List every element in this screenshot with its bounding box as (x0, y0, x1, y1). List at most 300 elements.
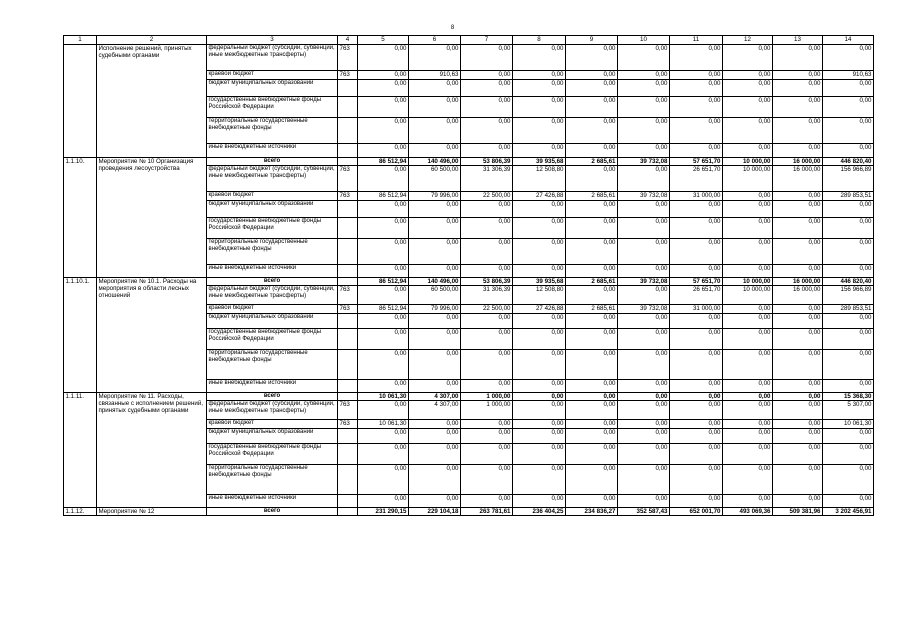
amount-cell: 0,00 (618, 314, 670, 329)
amount-cell: 16 000,00 (773, 278, 823, 286)
amount-cell: 0,00 (823, 218, 874, 239)
amount-cell: 0,00 (618, 380, 670, 393)
amount-cell: 0,00 (358, 265, 409, 278)
amount-cell: 4 307,00 (409, 401, 461, 420)
amount-cell: 0,00 (461, 97, 513, 118)
amount-cell: 0,00 (461, 350, 513, 380)
amount-cell: 22 500,00 (461, 305, 513, 314)
amount-cell: 0,00 (670, 118, 723, 144)
amount-cell: 0,00 (358, 401, 409, 420)
amount-cell: 0,00 (773, 265, 823, 278)
amount-cell: 0,00 (618, 444, 670, 465)
amount-cell: 0,00 (823, 429, 874, 444)
amount-cell: 0,00 (358, 80, 409, 97)
amount-cell: 0,00 (723, 192, 773, 201)
amount-cell: 0,00 (618, 393, 670, 401)
amount-cell: 509 381,96 (773, 508, 823, 516)
budget-code: 763 (338, 305, 358, 314)
amount-cell: 0,00 (723, 305, 773, 314)
amount-cell: 0,00 (409, 45, 461, 71)
amount-cell: 0,00 (461, 80, 513, 97)
amount-cell: 0,00 (461, 144, 513, 158)
budget-code (338, 495, 358, 508)
amount-cell: 229 104,18 (409, 508, 461, 516)
amount-cell: 140 496,00 (409, 278, 461, 286)
funding-source: всего (207, 508, 338, 516)
amount-cell: 0,00 (670, 420, 723, 429)
funding-source: территориальные государственные внебюджетные фонды (207, 239, 338, 265)
funding-source: всего (207, 158, 338, 166)
amount-cell: 0,00 (566, 444, 618, 465)
amount-cell: 0,00 (773, 401, 823, 420)
amount-cell: 60 500,00 (409, 286, 461, 305)
page-number: 8 (450, 25, 455, 31)
amount-cell: 0,00 (723, 239, 773, 265)
funding-source: краевой бюджет (207, 192, 338, 201)
amount-cell: 0,00 (670, 265, 723, 278)
amount-cell: 0,00 (461, 380, 513, 393)
amount-cell: 910,63 (409, 71, 461, 80)
amount-cell: 3 202 456,91 (823, 508, 874, 516)
amount-cell: 86 512,94 (358, 158, 409, 166)
amount-cell: 0,00 (773, 71, 823, 80)
amount-cell: 0,00 (358, 465, 409, 495)
amount-cell: 5 307,00 (823, 401, 874, 420)
amount-cell: 15 368,30 (823, 393, 874, 401)
amount-cell: 0,00 (513, 444, 566, 465)
column-header: 12 (723, 36, 773, 45)
amount-cell: 0,00 (566, 239, 618, 265)
column-header: 2 (97, 36, 207, 45)
amount-cell: 446 820,40 (823, 278, 874, 286)
amount-cell: 12 508,80 (513, 166, 566, 192)
amount-cell: 10 061,30 (823, 420, 874, 429)
funding-source: территориальные государственные внебюджетные фонды (207, 350, 338, 380)
budget-code (338, 80, 358, 97)
amount-cell: 26 651,70 (670, 166, 723, 192)
amount-cell: 0,00 (566, 429, 618, 444)
amount-cell: 0,00 (670, 429, 723, 444)
amount-cell: 0,00 (773, 45, 823, 71)
amount-cell: 0,00 (566, 420, 618, 429)
funding-source: территориальные государственные внебюджетные фонды (207, 465, 338, 495)
amount-cell: 0,00 (566, 314, 618, 329)
amount-cell: 0,00 (566, 265, 618, 278)
amount-cell: 0,00 (618, 45, 670, 71)
amount-cell: 0,00 (409, 144, 461, 158)
amount-cell: 0,00 (513, 329, 566, 350)
amount-cell: 0,00 (618, 286, 670, 305)
item-description: Мероприятие № 12 (97, 508, 207, 516)
amount-cell: 0,00 (723, 444, 773, 465)
amount-cell: 57 651,70 (670, 158, 723, 166)
amount-cell: 0,00 (358, 495, 409, 508)
amount-cell: 0,00 (670, 97, 723, 118)
amount-cell: 31 306,39 (461, 166, 513, 192)
column-header: 13 (773, 36, 823, 45)
amount-cell: 10 000,00 (723, 286, 773, 305)
budget-code (338, 314, 358, 329)
amount-cell: 10 000,00 (723, 166, 773, 192)
budget-code: 763 (338, 71, 358, 80)
amount-cell: 0,00 (618, 265, 670, 278)
amount-cell: 0,00 (358, 444, 409, 465)
amount-cell: 0,00 (409, 201, 461, 218)
column-header: 1 (64, 36, 97, 45)
amount-cell: 493 069,36 (723, 508, 773, 516)
column-header: 3 (207, 36, 338, 45)
amount-cell: 0,00 (358, 118, 409, 144)
amount-cell: 0,00 (823, 350, 874, 380)
amount-cell: 0,00 (461, 45, 513, 71)
amount-cell: 0,00 (670, 144, 723, 158)
amount-cell: 0,00 (823, 265, 874, 278)
amount-cell: 0,00 (723, 45, 773, 71)
budget-code (338, 278, 358, 286)
funding-source: государственные внебюджетные фонды Российской Федерации (207, 444, 338, 465)
amount-cell: 2 685,61 (566, 278, 618, 286)
amount-cell: 0,00 (513, 314, 566, 329)
amount-cell: 0,00 (773, 239, 823, 265)
amount-cell: 0,00 (670, 401, 723, 420)
amount-cell: 0,00 (670, 80, 723, 97)
amount-cell: 0,00 (513, 118, 566, 144)
amount-cell: 10 061,30 (358, 393, 409, 401)
amount-cell: 0,00 (409, 329, 461, 350)
amount-cell: 0,00 (723, 380, 773, 393)
amount-cell: 0,00 (723, 350, 773, 380)
funding-source: государственные внебюджетные фонды Российской Федерации (207, 218, 338, 239)
amount-cell: 0,00 (670, 465, 723, 495)
amount-cell: 0,00 (566, 144, 618, 158)
budget-code (338, 118, 358, 144)
amount-cell: 0,00 (566, 45, 618, 71)
amount-cell: 0,00 (670, 350, 723, 380)
amount-cell: 60 500,00 (409, 166, 461, 192)
budget-code: 763 (338, 286, 358, 305)
amount-cell: 0,00 (723, 118, 773, 144)
item-number: 1.1.10.1. (64, 278, 97, 393)
budget-code: 763 (338, 45, 358, 71)
funding-source: бюджет муниципальных образований (207, 429, 338, 444)
amount-cell: 0,00 (723, 420, 773, 429)
amount-cell: 0,00 (358, 380, 409, 393)
amount-cell: 0,00 (670, 329, 723, 350)
budget-code: 763 (338, 166, 358, 192)
amount-cell: 0,00 (618, 97, 670, 118)
column-header: 8 (513, 36, 566, 45)
budget-code: 763 (338, 401, 358, 420)
column-header: 5 (358, 36, 409, 45)
funding-source: иные внебюджетные источники (207, 265, 338, 278)
table-row-total (64, 393, 874, 401)
amount-cell: 0,00 (409, 265, 461, 278)
amount-cell: 0,00 (358, 201, 409, 218)
amount-cell: 0,00 (618, 201, 670, 218)
amount-cell: 0,00 (618, 218, 670, 239)
amount-cell: 231 290,15 (358, 508, 409, 516)
amount-cell: 263 781,61 (461, 508, 513, 516)
amount-cell: 0,00 (513, 201, 566, 218)
amount-cell: 0,00 (823, 201, 874, 218)
amount-cell: 289 853,51 (823, 192, 874, 201)
amount-cell: 0,00 (723, 201, 773, 218)
budget-code: 763 (338, 192, 358, 201)
budget-code (338, 444, 358, 465)
budget-code (338, 158, 358, 166)
amount-cell: 0,00 (823, 465, 874, 495)
amount-cell: 2 685,61 (566, 192, 618, 201)
amount-cell: 0,00 (823, 239, 874, 265)
amount-cell: 0,00 (513, 45, 566, 71)
amount-cell: 652 001,70 (670, 508, 723, 516)
amount-cell: 0,00 (670, 495, 723, 508)
column-header: 7 (461, 36, 513, 45)
amount-cell: 0,00 (618, 495, 670, 508)
amount-cell: 0,00 (461, 201, 513, 218)
amount-cell: 0,00 (566, 97, 618, 118)
amount-cell: 446 820,40 (823, 158, 874, 166)
amount-cell: 0,00 (670, 380, 723, 393)
budget-code (338, 201, 358, 218)
amount-cell: 0,00 (358, 71, 409, 80)
amount-cell: 0,00 (670, 45, 723, 71)
amount-cell: 0,00 (823, 329, 874, 350)
amount-cell: 0,00 (513, 97, 566, 118)
amount-cell: 0,00 (618, 420, 670, 429)
funding-source: бюджет муниципальных образований (207, 314, 338, 329)
amount-cell: 0,00 (358, 350, 409, 380)
funding-source: краевой бюджет (207, 71, 338, 80)
amount-cell: 0,00 (566, 329, 618, 350)
amount-cell: 0,00 (461, 314, 513, 329)
amount-cell: 0,00 (409, 218, 461, 239)
amount-cell: 0,00 (358, 429, 409, 444)
amount-cell: 39 732,08 (618, 278, 670, 286)
amount-cell: 27 426,88 (513, 305, 566, 314)
amount-cell: 0,00 (513, 71, 566, 80)
amount-cell: 0,00 (461, 420, 513, 429)
amount-cell: 0,00 (618, 166, 670, 192)
amount-cell: 0,00 (670, 71, 723, 80)
amount-cell: 10 061,30 (358, 420, 409, 429)
amount-cell: 0,00 (513, 350, 566, 380)
amount-cell: 0,00 (358, 218, 409, 239)
budget-code (338, 329, 358, 350)
amount-cell: 0,00 (823, 314, 874, 329)
amount-cell: 0,00 (670, 218, 723, 239)
amount-cell: 910,63 (823, 71, 874, 80)
budget-code (338, 144, 358, 158)
amount-cell: 0,00 (358, 97, 409, 118)
amount-cell: 0,00 (566, 218, 618, 239)
column-header: 10 (618, 36, 670, 45)
amount-cell: 39 935,68 (513, 278, 566, 286)
amount-cell: 0,00 (773, 218, 823, 239)
amount-cell: 0,00 (618, 350, 670, 380)
amount-cell: 0,00 (566, 286, 618, 305)
funding-source: иные внебюджетные источники (207, 144, 338, 158)
amount-cell: 0,00 (618, 401, 670, 420)
amount-cell: 352 587,43 (618, 508, 670, 516)
amount-cell: 234 836,27 (566, 508, 618, 516)
column-header-row (64, 36, 874, 45)
amount-cell: 0,00 (618, 465, 670, 495)
amount-cell: 39 732,08 (618, 305, 670, 314)
amount-cell: 0,00 (773, 305, 823, 314)
amount-cell: 0,00 (409, 380, 461, 393)
amount-cell: 86 512,94 (358, 192, 409, 201)
amount-cell: 0,00 (723, 218, 773, 239)
funding-source: федеральный бюджет (субсидии, субвенции, иные межбюджетные трансферты) (207, 166, 338, 192)
amount-cell: 26 651,70 (670, 286, 723, 305)
amount-cell: 0,00 (823, 97, 874, 118)
amount-cell: 0,00 (461, 218, 513, 239)
column-header: 11 (670, 36, 723, 45)
amount-cell: 0,00 (773, 495, 823, 508)
amount-cell: 0,00 (773, 429, 823, 444)
funding-source: всего (207, 393, 338, 401)
amount-cell: 0,00 (773, 465, 823, 495)
amount-cell: 22 500,00 (461, 192, 513, 201)
amount-cell: 0,00 (409, 420, 461, 429)
amount-cell: 0,00 (723, 495, 773, 508)
amount-cell: 0,00 (409, 80, 461, 97)
amount-cell: 57 651,70 (670, 278, 723, 286)
amount-cell: 27 426,88 (513, 192, 566, 201)
amount-cell: 86 512,94 (358, 278, 409, 286)
amount-cell: 140 496,00 (409, 158, 461, 166)
budget-code: 763 (338, 420, 358, 429)
item-description: Мероприятие № 10 Организация проведения лесоустройства (97, 158, 207, 278)
amount-cell: 79 996,00 (409, 192, 461, 201)
amount-cell: 0,00 (618, 144, 670, 158)
amount-cell: 0,00 (773, 97, 823, 118)
table-row-total (64, 158, 874, 166)
amount-cell: 0,00 (773, 420, 823, 429)
amount-cell: 2 685,61 (566, 305, 618, 314)
amount-cell: 86 512,94 (358, 305, 409, 314)
amount-cell: 16 000,00 (773, 158, 823, 166)
amount-cell: 0,00 (566, 393, 618, 401)
amount-cell: 0,00 (723, 97, 773, 118)
amount-cell: 0,00 (670, 393, 723, 401)
amount-cell: 0,00 (358, 329, 409, 350)
amount-cell: 0,00 (618, 239, 670, 265)
funding-source: федеральный бюджет (субсидии, субвенции, иные межбюджетные трансферты) (207, 401, 338, 420)
amount-cell: 0,00 (513, 429, 566, 444)
item-description: Мероприятие № 10.1. Расходы на мероприятия в области лесных отношений (97, 278, 207, 393)
amount-cell: 0,00 (618, 329, 670, 350)
amount-cell: 16 000,00 (773, 286, 823, 305)
amount-cell: 0,00 (409, 444, 461, 465)
table-body (64, 45, 874, 516)
amount-cell: 0,00 (773, 350, 823, 380)
amount-cell: 0,00 (513, 380, 566, 393)
funding-source: краевой бюджет (207, 305, 338, 314)
table-row (64, 45, 874, 71)
funding-source: бюджет муниципальных образований (207, 201, 338, 218)
funding-source: федеральный бюджет (субсидии, субвенции, иные межбюджетные трансферты) (207, 45, 338, 71)
funding-source: федеральный бюджет (субсидии, субвенции, иные межбюджетные трансферты) (207, 286, 338, 305)
column-header: 6 (409, 36, 461, 45)
amount-cell: 0,00 (566, 465, 618, 495)
amount-cell: 10 000,00 (723, 278, 773, 286)
budget-code (338, 97, 358, 118)
item-number (64, 45, 97, 158)
amount-cell: 156 966,89 (823, 166, 874, 192)
amount-cell: 0,00 (823, 144, 874, 158)
amount-cell: 0,00 (409, 118, 461, 144)
amount-cell: 289 853,51 (823, 305, 874, 314)
amount-cell: 4 307,00 (409, 393, 461, 401)
amount-cell: 12 508,80 (513, 286, 566, 305)
amount-cell: 0,00 (723, 329, 773, 350)
amount-cell: 0,00 (566, 71, 618, 80)
budget-code (338, 393, 358, 401)
amount-cell: 0,00 (566, 495, 618, 508)
column-header: 4 (338, 36, 358, 45)
amount-cell: 0,00 (670, 239, 723, 265)
amount-cell: 0,00 (670, 314, 723, 329)
funding-source: всего (207, 278, 338, 286)
funding-source: бюджет муниципальных образований (207, 80, 338, 97)
amount-cell: 0,00 (618, 80, 670, 97)
amount-cell: 0,00 (670, 201, 723, 218)
amount-cell: 0,00 (823, 80, 874, 97)
amount-cell: 0,00 (773, 144, 823, 158)
amount-cell: 0,00 (513, 420, 566, 429)
amount-cell: 1 000,00 (461, 401, 513, 420)
amount-cell: 0,00 (461, 329, 513, 350)
column-header: 14 (823, 36, 874, 45)
amount-cell: 0,00 (513, 495, 566, 508)
funding-source: государственные внебюджетные фонды Российской Федерации (207, 329, 338, 350)
amount-cell: 53 806,39 (461, 278, 513, 286)
amount-cell: 1 000,00 (461, 393, 513, 401)
budget-code (338, 508, 358, 516)
amount-cell: 79 996,00 (409, 305, 461, 314)
amount-cell: 31 000,00 (670, 305, 723, 314)
amount-cell: 0,00 (773, 192, 823, 201)
amount-cell: 0,00 (461, 429, 513, 444)
amount-cell: 39 732,08 (618, 158, 670, 166)
amount-cell: 0,00 (773, 118, 823, 144)
amount-cell: 0,00 (823, 45, 874, 71)
amount-cell: 0,00 (670, 444, 723, 465)
budget-code (338, 218, 358, 239)
amount-cell: 39 732,08 (618, 192, 670, 201)
budget-code (338, 429, 358, 444)
amount-cell: 0,00 (409, 239, 461, 265)
amount-cell: 0,00 (823, 380, 874, 393)
item-number: 1.1.12. (64, 508, 97, 516)
amount-cell: 31 306,39 (461, 286, 513, 305)
amount-cell: 0,00 (358, 166, 409, 192)
amount-cell: 0,00 (409, 97, 461, 118)
item-description: Исполнение решений, принятых судебными органами (97, 45, 207, 158)
item-number: 1.1.11. (64, 393, 97, 508)
amount-cell: 0,00 (461, 465, 513, 495)
amount-cell: 0,00 (513, 239, 566, 265)
amount-cell: 0,00 (723, 71, 773, 80)
budget-code (338, 350, 358, 380)
amount-cell: 0,00 (618, 71, 670, 80)
amount-cell: 0,00 (566, 201, 618, 218)
amount-cell: 0,00 (461, 71, 513, 80)
amount-cell: 0,00 (723, 144, 773, 158)
funding-source: государственные внебюджетные фонды Российской Федерации (207, 97, 338, 118)
